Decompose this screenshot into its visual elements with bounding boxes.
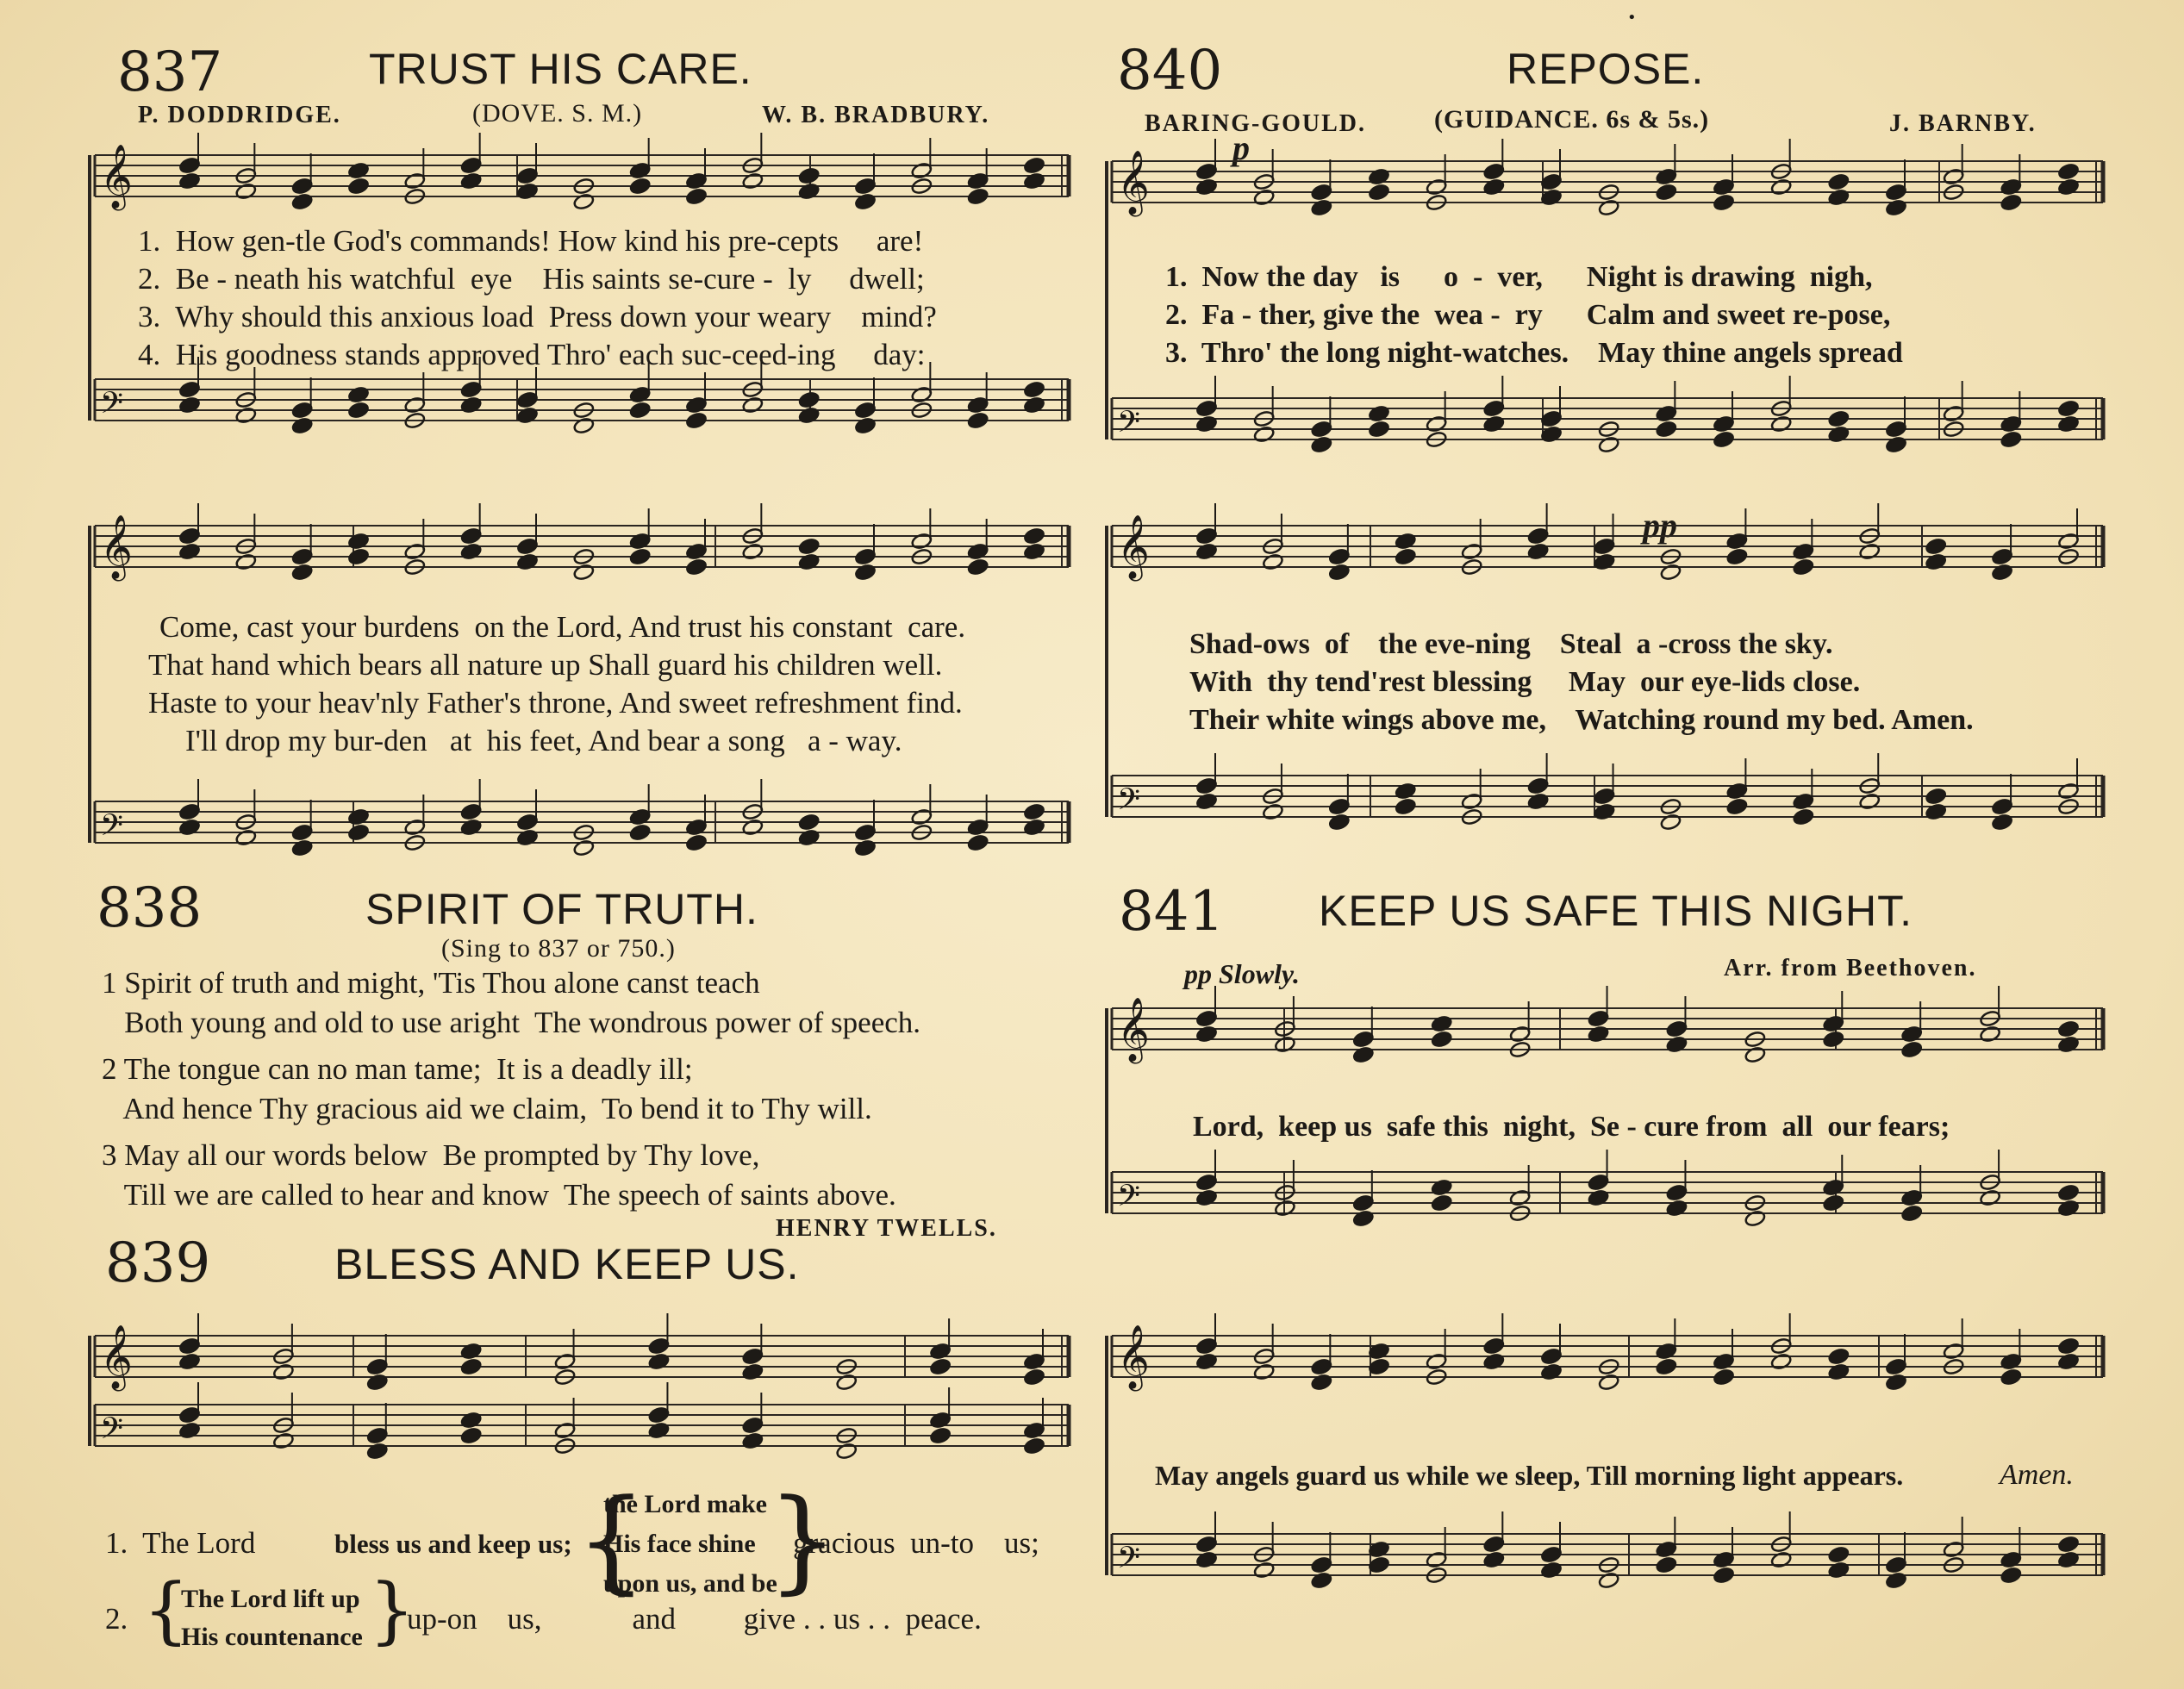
hymn-841-tempo: pp Slowly.	[1184, 958, 1300, 989]
hymn-839-brace-bot: upon us, and be	[603, 1569, 777, 1598]
svg-text:𝄞: 𝄞	[100, 515, 133, 579]
hymn-837-verse-1b: Come, cast your burdens on the Lord, And trust his constant care.	[159, 610, 966, 644]
hymn-838-title: SPIRIT OF TRUTH.	[365, 885, 758, 933]
svg-text:𝄞: 𝄞	[100, 145, 133, 209]
hymn-837-author: P. DODDRIDGE.	[138, 102, 341, 128]
hymn-839-brace-top: the Lord make	[603, 1490, 767, 1518]
hymn-840-verse-3b: Their white wings above me, Watching round my bed. Amen.	[1189, 704, 1974, 736]
brace-small-right: }	[369, 1567, 415, 1652]
hymn-838-line-3: 2 The tongue can no man tame; It is a deadly ill;	[102, 1052, 693, 1086]
hymn-841-line-b: May angels guard us while we sleep, Till morning light appears.	[1155, 1460, 1904, 1491]
hymn-840-verse-2a: 2. Fa - ther, give the wea - ry Calm and sweet re-pose,	[1165, 299, 1891, 331]
svg-text:𝄢: 𝄢	[100, 1411, 124, 1453]
hymn-839-title: BLESS AND KEEP US.	[334, 1240, 800, 1288]
svg-text:𝄞: 𝄞	[1117, 998, 1150, 1062]
hymn-841-title: KEEP US SAFE THIS NIGHT.	[1319, 887, 1913, 935]
hymn-839-line1-start: 1. The Lord	[105, 1526, 256, 1560]
hymn-839-brace-mid: His face shine	[603, 1530, 756, 1558]
hymn-837-verse-1a: 1. How gen-tle God's commands! How kind his pre-cepts are!	[138, 224, 924, 258]
hymn-837-verse-4a: 4. His goodness stands approved Thro' each suc-ceed-ing day:	[138, 338, 926, 371]
svg-text:𝄢: 𝄢	[1117, 1178, 1141, 1220]
svg-text:𝄢: 𝄢	[1117, 404, 1141, 446]
hymn-840-number: 840	[1117, 39, 1223, 103]
hymn-840-verse-2b: With thy tend'rest blessing May our eye-lids close.	[1189, 666, 1861, 698]
hymn-838-subtitle: (Sing to 837 or 750.)	[441, 934, 676, 963]
svg-text:𝄢: 𝄢	[100, 385, 124, 427]
brace-right: }	[767, 1474, 839, 1605]
svg-text:𝄞: 𝄞	[1117, 1325, 1150, 1389]
hymn-840-title: REPOSE.	[1507, 45, 1705, 93]
hymn-838-line-2: Both young and old to use aright The wondrous power of speech.	[102, 1006, 921, 1039]
hymn-841-line-a: Lord, keep us safe this night, Se - cure from all our fears;	[1193, 1111, 1950, 1143]
hymn-841-number: 841	[1119, 880, 1225, 944]
hymn-839-line2-num: 2.	[105, 1602, 128, 1636]
brace-left: {	[576, 1474, 647, 1605]
brace-small-left: {	[143, 1567, 190, 1652]
hymn-837-tune: (DOVE. S. M.)	[472, 99, 643, 128]
svg-text:𝄞: 𝄞	[1117, 515, 1150, 579]
hymn-839-system	[95, 1301, 1069, 1491]
hymn-838-line-6: Till we are called to hear and know The speech of saints above.	[102, 1178, 896, 1212]
hymn-840-verse-1a: 1. Now the day is o - ver, Night is drawing nigh,	[1165, 261, 1873, 293]
hymn-837-verse-2b: That hand which bears all nature up Shall guard his children well.	[148, 648, 943, 682]
hymn-838-author: HENRY TWELLS.	[776, 1215, 997, 1242]
hymn-841-arranger: Arr. from Beethoven.	[1724, 955, 1977, 982]
hymn-838-line-5: 3 May all our words below Be prompted by Thy love,	[102, 1138, 760, 1172]
dynamic-pp: pp	[1643, 506, 1677, 545]
hymn-837-verse-3a: 3. Why should this anxious load Press down your weary mind?	[138, 300, 937, 333]
hymn-838-line-1: 1 Spirit of truth and might, 'Tis Thou alone canst teach	[102, 966, 760, 1000]
hymn-840-verse-3a: 3. Thro' the long night-watches. May thine angels spread	[1165, 337, 1903, 369]
hymn-840-author: BARING-GOULD.	[1145, 110, 1367, 137]
hymn-838-number: 838	[97, 876, 203, 940]
hymn-837-verse-3b: Haste to your heav'nly Father's throne, And sweet refreshment find.	[148, 686, 963, 720]
hymn-839-line2-end: up-on us, and give . . us . . peace.	[407, 1602, 982, 1636]
hymn-839-line1-end: gracious un-to us;	[793, 1526, 1039, 1560]
hymn-838-line-4: And hence Thy gracious aid we claim, To bend it to Thy will.	[102, 1092, 872, 1125]
hymn-841-amen: Amen.	[2000, 1459, 2074, 1491]
hymn-840-verse-1b: Shad-ows of the eve-ning Steal a -cross the sky.	[1189, 628, 1833, 660]
svg-text:𝄢: 𝄢	[1117, 782, 1141, 824]
dynamic-p: p	[1232, 128, 1250, 167]
hymn-837-composer: W. B. BRADBURY.	[762, 102, 990, 128]
hymn-839-number: 839	[105, 1231, 211, 1295]
hymn-837-number: 837	[117, 41, 223, 104]
svg-text:𝄞: 𝄞	[100, 1325, 133, 1389]
svg-text:𝄢: 𝄢	[1117, 1540, 1141, 1582]
hymn-840-tune: (GUIDANCE. 6s & 5s.)	[1434, 105, 1710, 134]
svg-text:𝄞: 𝄞	[1117, 151, 1150, 215]
hymn-839-line2-top: The Lord lift up	[181, 1585, 360, 1613]
hymn-837-verse-4b: I'll drop my bur-den at his feet, And bear a song a - way.	[185, 724, 902, 757]
hymn-837-title: TRUST HIS CARE.	[369, 45, 752, 93]
hymn-839-line1-bless: bless us and keep us;	[334, 1529, 572, 1559]
svg-text:𝄢: 𝄢	[100, 807, 124, 850]
hymn-837-verse-2a: 2. Be - neath his watchful eye His saints se-cure - ly dwell;	[138, 262, 925, 296]
hymn-839-line2-bot: His countenance	[181, 1623, 363, 1651]
corner-mark: •	[1627, 9, 1637, 27]
hymn-840-composer: J. BARNBY.	[1889, 110, 2037, 137]
